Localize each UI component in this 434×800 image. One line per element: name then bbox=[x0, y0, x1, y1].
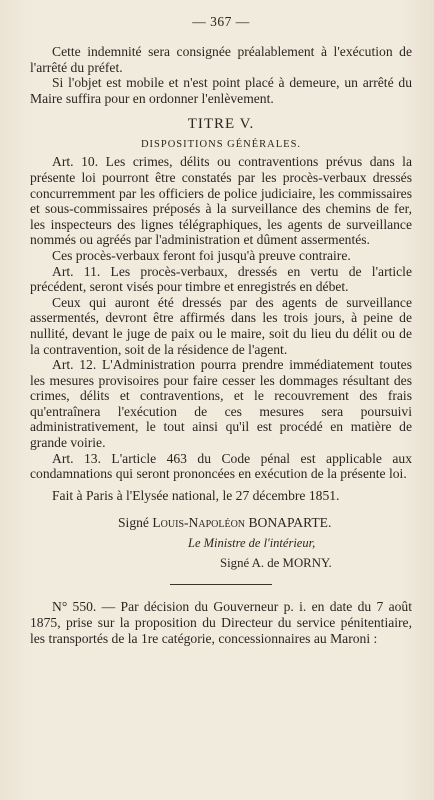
article-12: Art. 12. L'Administration pourra prendre immédiatement toutes les mesures provisoires pour faire cesser les dommages résultant des crimes, délits et contraventions, et le recouvrement des frais qu'entraînera l'exécution de ces mesures sera poursuivi administrativement, le tout ainsi qu'il est procédé en matière de grande voirie. bbox=[30, 357, 412, 451]
signature-line bbox=[30, 515, 412, 531]
article-11-note: Ceux qui auront été dressés par des agents de surveillance assermentés, devront être affirmés dans les trois jours, à peine de nullité, devant le juge de paix ou le maire, soit du lieu du délit ou de la contravention, soit de la résidence de l'agent. bbox=[30, 294, 412, 357]
paragraph-objet-mobile: Si l'objet est mobile et n'est point placé à demeure, un arrêté du Maire suffira pour en ordonner l'enlèvement. bbox=[30, 75, 412, 106]
signed-name: Louis-Napoléon bbox=[152, 515, 246, 531]
minister-signature: Signé A. de MORNY. bbox=[220, 556, 332, 571]
section-title: TITRE V. bbox=[187, 116, 255, 133]
signed-prefix: Signé bbox=[118, 515, 149, 531]
section-subtitle: DISPOSITIONS GÉNÉRALES. bbox=[140, 139, 302, 151]
separator-rule bbox=[170, 584, 272, 585]
signed-surname: BONAPARTE. bbox=[248, 515, 332, 531]
article-11: Art. 11. Les procès-verbaux, dressés en vertu de l'article précédent, seront visés pour timbre et enregistrés en débet. bbox=[30, 263, 412, 295]
article-13: Art. 13. L'article 463 du Code pénal est applicable aux condamnations qui seront prononcées en exécution de la présente loi. bbox=[30, 450, 412, 482]
minister-title: Le Ministre de l'intérieur, bbox=[188, 536, 316, 551]
article-10-note: Ces procès-verbaux feront foi jusqu'à preuve contraire. bbox=[52, 247, 351, 263]
article-10: Art. 10. Les crimes, délits ou contraventions prévus dans la présente loi pourront être constatés par les procès-verbaux dressés concurremment par les officiers de police judiciaire, les commissaires et sous-commissaires préposés à la surveillance des chemins de fer, les inspecteurs des lignes télégraphiques, les agents de surveillance nommés ou agréés par l'administration et dûment assermentés. bbox=[30, 154, 412, 248]
page-number: — 367 — bbox=[192, 14, 250, 29]
done-at-line: Fait à Paris à l'Elysée national, le 27 décembre 1851. bbox=[52, 487, 340, 503]
paragraph-indemnite: Cette indemnité sera consignée préalablement à l'exécution de l'arrêté du préfet. bbox=[30, 44, 412, 75]
decision-550: N° 550. — Par décision du Gouverneur p. i. en date du 7 août 1875, prise sur la proposition du Directeur du service pénitentiaire, les transportés de la 1re catégorie, concessionnaires au Maroni : bbox=[30, 599, 412, 646]
